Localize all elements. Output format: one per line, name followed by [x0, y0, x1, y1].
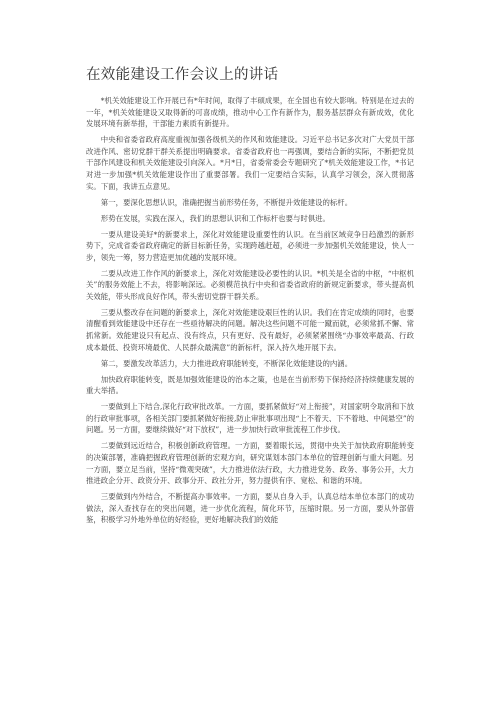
paragraph: 二要做到远近结合，积极创新政府管理。一方面，要着眼长远，贯彻中央关于加快政府职能转变的决策部署，准确把握政府管理创新的宏观方向，研究谋划本部门本单位的管理创新与重大问题。另一方面，要立足当前，坚持“微观突破”，大力推进依法行政，大力推进党务、政务、事务公开，大力推进政企分开、政资分开、政事分开、政社分开，努力提供有序、宽松、和谐的环境。: [86, 441, 414, 486]
paragraph: 第二，要激发改革活力，大力推进政府职能转变，不断深化效能建设的内涵。: [100, 358, 353, 368]
paragraph: 三要从整改存在问题的新要求上，深化对效能建设艰巨性的认识。我们在肯定成绩的同时，也要清醒看到效能建设中还存在一些亟待解决的问题。解决这些问题不可能一蹴而就，必须常抓不懈、常抓常新。效能建设只有起点、没有终点，只有更好、没有最好，必须紧紧围绕“办事效率最高、行政成本最低、投资环境最优、人民群众最满意”的新标杆，深入持久地开展下去。: [86, 307, 414, 352]
paragraph: 中央和省委省政府高度重视加强各级机关的作风和效能建设。习近平总书记多次对广大党员干部改进作风、密切党群干群关系提出明确要求。省委省政府也一再强调，要结合新的实际，不断把党员干部作风建设和机关效能建设引向深入。*月*日，省委常委会专题研究了*机关效能建设工作，*书记对进一步加强*机关效能建设作出了重要部署。我们一定要结合实际，认真学习领会，深入贯彻落实。下面，我讲五点意见。: [86, 135, 414, 191]
paragraph: 形势在发展，实践在深入，我们的思想认识和工作标杆也要与时俱进。: [100, 213, 330, 223]
document-title: 在效能建设工作会议上的讲话: [86, 67, 279, 83]
paragraph: 第一，要深化思想认识，准确把握当前形势任务，不断提升效能建设的标杆。: [100, 197, 353, 207]
paragraph: 二要从改进工作作风的新要求上，深化对效能建设必要性的认识。*机关是全省的中枢，“中枢机关”的服务效能上不去，将影响深远。必须模范执行中央和省委省政府的新规定新要求，带头提高机关效能，带头形成良好作风，带头密切党群干群关系。: [86, 268, 414, 301]
paragraph: 一要从建设美好*的新要求上，深化对效能建设重要性的认识。在当前区域竞争日趋激烈的新形势下，完成省委省政府确定的新目标新任务，实现跨越赶超，必须进一步加强机关效能建设，快人一步，领先一筹，努力营造更加优越的发展环境。: [86, 229, 414, 262]
paragraph: *机关效能建设工作开展已有*年时间，取得了丰硕成果，在全国也有较大影响。特别是在过去的一年，*机关效能建设又取得新的可喜成绩，推动中心工作有新作为，服务基层群众有新成效，优化发展环境有新举措，干部能力素质有新提升。: [86, 96, 414, 129]
document-body: [86, 95, 414, 526]
paragraph: 三要做到内外结合，不断提高办事效率。一方面，要从自身入手，认真总结本单位本部门的成功做法，深入查找存在的突出问题，进一步优化流程，简化环节，压缩时限。另一方面，要从外部借鉴，积极学习外地外单位的好经验，更好地解决我们的效能: [86, 492, 414, 525]
paragraph: 一要做到上下结合,深化行政审批改革。一方面，要抓紧做好“对上衔接”，对国家明令取消和下放的行政审批事项，各相关部门要抓紧做好衔接,防止审批事项出现“上不着天、下不着地、中间悬空”的问题。另一方面，要继续做好“对下放权”，进一步加快行政审批流程工作步伐。: [86, 402, 414, 435]
paragraph: 加快政府职能转变，既是加强效能建设的治本之策，也是在当前形势下保持经济持续健康发展的重大举措。: [86, 374, 414, 396]
